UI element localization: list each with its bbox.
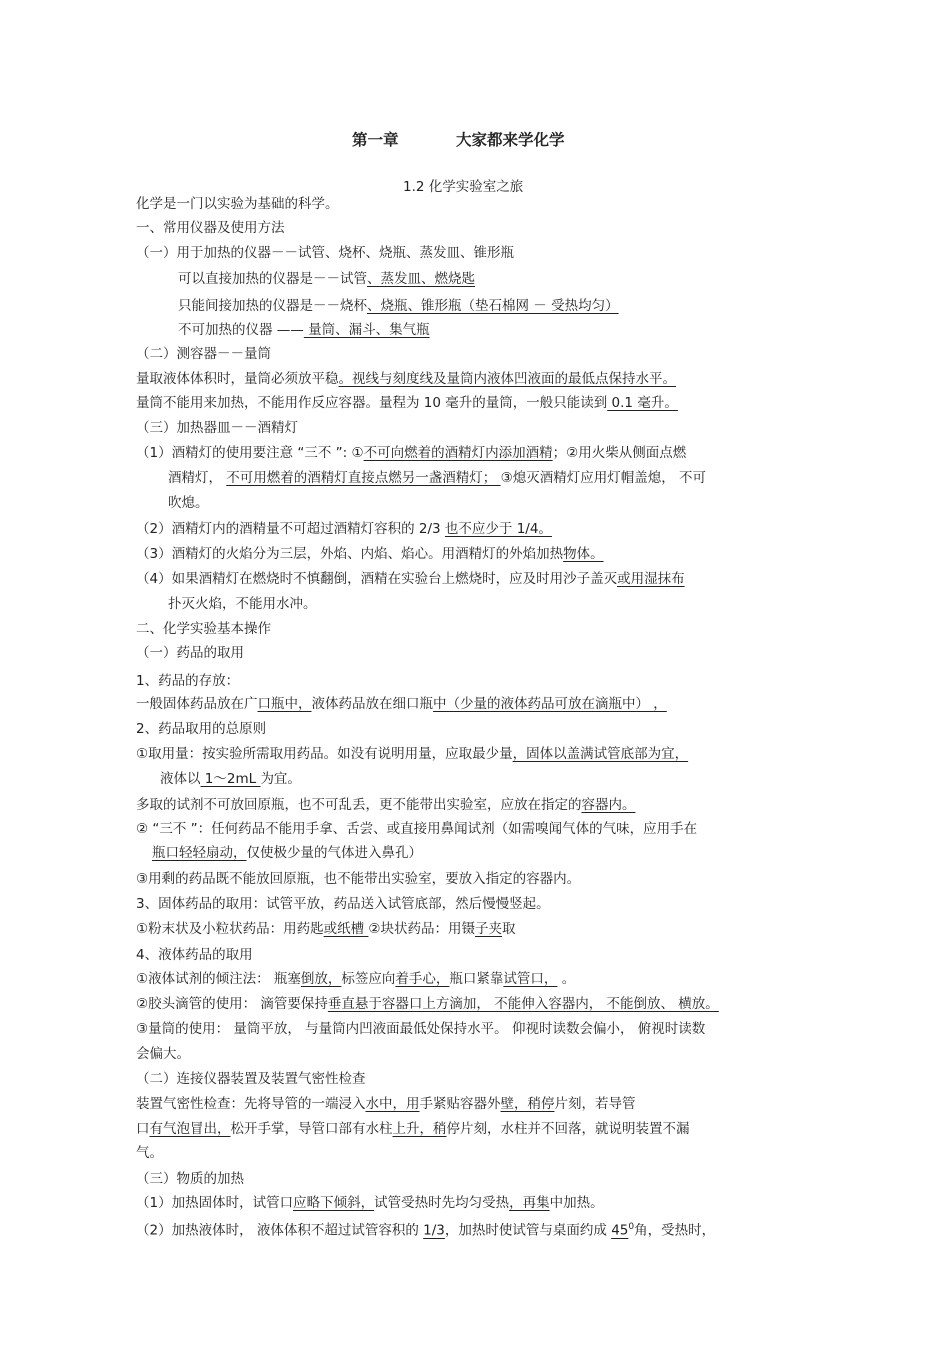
subsection-heading: （二）测容器－－量筒 xyxy=(136,346,271,362)
text-line: ①取用量：按实验所需取用药品。如没有说明用量，应取最少量，固体以盖满试管底部为宜， xyxy=(136,746,689,762)
text-line: 3、固体药品的取用：试管平放，药品送入试管底部，然后慢慢竖起。 xyxy=(136,896,550,912)
text-line: 多取的试剂不可放回原瓶，也不可乱丢，更不能带出实验室，应放在指定的容器内。 xyxy=(136,797,636,813)
text-line: ③用剩的药品既不能放回原瓶，也不能带出实验室，要放入指定的容器内。 xyxy=(136,871,581,887)
section-heading: 一、常用仪器及使用方法 xyxy=(136,220,285,236)
text-line: （4）如果酒精灯在燃烧时不慎翻倒，酒精在实验台上燃烧时，应及时用沙子盖灭或用湿抹布 xyxy=(136,571,685,587)
subsection-heading: （一）用于加热的仪器－－试管、烧杯、烧瓶、蒸发皿、锥形瓶 xyxy=(136,245,514,261)
text-line: ①液体试剂的倾注法： 瓶塞倒放，标签应向着手心，瓶口紧靠试管口， 。 xyxy=(136,971,576,987)
text-line: 量取液体体积时，量筒必须放平稳。视线与刻度线及量筒内液体凹液面的最低点保持水平。 xyxy=(136,371,676,387)
degree-superscript: 0 xyxy=(628,1222,635,1232)
text-line: 不可加热的仪器 —— 量筒、漏斗、集气瓶 xyxy=(178,322,430,338)
text-line: 1、药品的存放： xyxy=(136,673,240,689)
text-line: 扑灭火焰，不能用水冲。 xyxy=(168,596,317,612)
text-line: 量筒不能用来加热，不能用作反应容器。量程为 10 毫升的量筒，一般只能读到 0.1 毫升。 xyxy=(136,395,678,411)
text-line: 可以直接加热的仪器是－－试管、蒸发皿、燃烧匙 xyxy=(178,271,475,287)
text-line: 4、液体药品的取用 xyxy=(136,947,253,963)
text-line: 瓶口轻轻扇动，仅使极少量的气体进入鼻孔） xyxy=(152,845,422,861)
text-line: 装置气密性检查：先将导管的一端浸入水中，用手紧贴容器外壁，稍停片刻，若导管 xyxy=(136,1096,636,1112)
text-line: 2、药品取用的总原则 xyxy=(136,721,267,737)
chapter-title: 大家都来学化学 xyxy=(456,131,565,149)
text-line: 一般固体药品放在广口瓶中，液体药品放在细口瓶中（少量的液体药品可放在滴瓶中） ， xyxy=(136,696,667,712)
subsection-heading: （三）物质的加热 xyxy=(136,1171,244,1187)
text-line: （2）加热液体时， 液体体积不超过试管容积的 1/3，加热时使试管与桌面约成 $45^0$角，受热时， xyxy=(136,1222,716,1239)
text-line: （2）酒精灯内的酒精量不可超过酒精灯容积的 2/3 也不应少于 1/4。 xyxy=(136,521,552,537)
text-line: ③量筒的使用： 量筒平放， 与量筒内凹液面最低处保持水平。 仰视时读数会偏小， 俯视时读数 xyxy=(136,1021,706,1037)
text-line: 口有气泡冒出，松开手掌，导管口部有水柱上升，稍停片刻，水柱并不回落，就说明装置不漏 xyxy=(136,1121,690,1137)
text-line: （1）加热固体时，试管口应略下倾斜，试管受热时先均匀受热，再集中加热。 xyxy=(136,1195,604,1211)
text-line: ②胶头滴管的使用： 滴管要保持垂直悬于容器口上方滴加， 不能伸入容器内， 不能倒放、 横放。 xyxy=(136,996,719,1012)
text-line: ② “三不 ”：任何药品不能用手拿、舌尝、或直接用鼻闻试剂（如需嗅闻气体的气味，应用手在 xyxy=(136,821,698,837)
subsection-heading: （二）连接仪器装置及装置气密性检查 xyxy=(136,1071,366,1087)
text-line: 会偏大。 xyxy=(136,1046,190,1062)
text-line: （3）酒精灯的火焰分为三层，外焰、内焰、焰心。用酒精灯的外焰加热物体。 xyxy=(136,546,604,562)
text-line: 吹熄。 xyxy=(168,495,209,511)
chapter-number: 第一章 xyxy=(352,131,399,149)
subsection-heading: （三）加热器皿－－酒精灯 xyxy=(136,420,298,436)
section-heading: 二、化学实验基本操作 xyxy=(136,621,271,637)
text-line: 只能间接加热的仪器是－－烧杯、烧瓶、锥形瓶（垫石棉网 － 受热均匀） xyxy=(178,298,619,314)
text-line: ①粉末状及小粒状药品：用药匙或纸槽 ②块状药品：用镊子夹取 xyxy=(136,921,516,937)
text-line: 气。 xyxy=(136,1145,163,1161)
text-line: （1）酒精灯的使用要注意 “三不 ”: ①不可向燃着的酒精灯内添加酒精；②用火柴从侧面点燃 xyxy=(136,445,687,461)
subsection-heading: （一）药品的取用 xyxy=(136,645,244,661)
text-line: 液体以 1～2mL 为宜。 xyxy=(160,771,301,787)
section-subtitle: 1.2 化学实验室之旅 xyxy=(403,179,524,195)
text-line: 化学是一门以实验为基础的科学。 xyxy=(136,196,339,212)
text-line: 酒精灯， 不可用燃着的酒精灯直接点燃另一盏酒精灯； ③熄灭酒精灯应用灯帽盖熄， 不可 xyxy=(168,470,706,486)
